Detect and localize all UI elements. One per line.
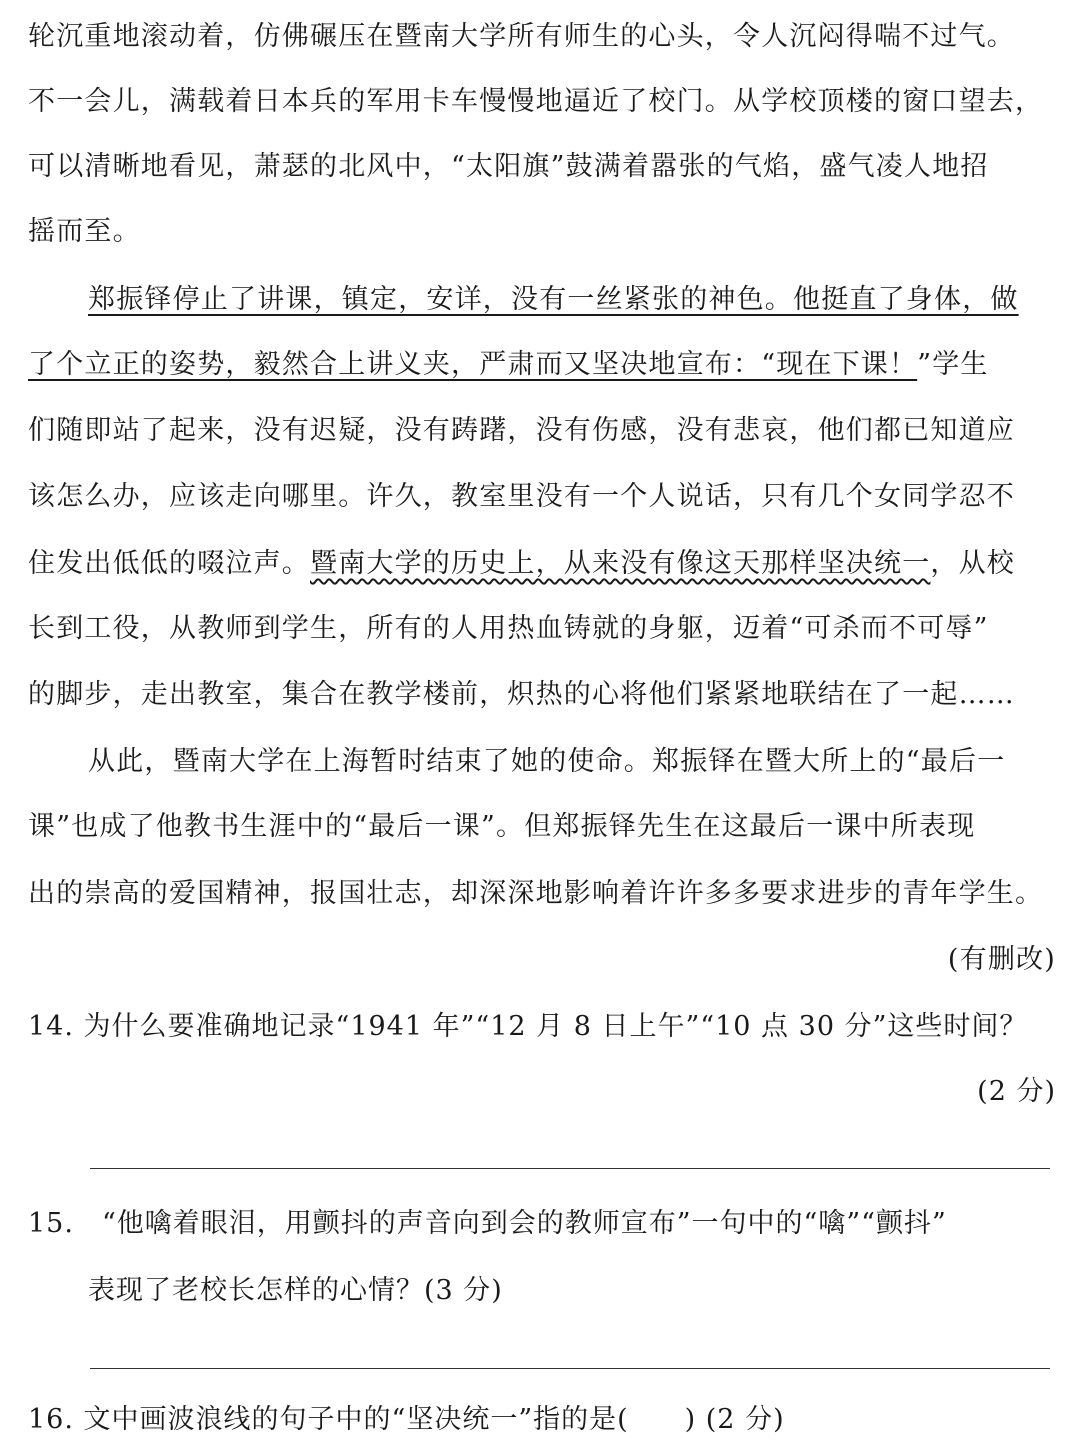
passage-line: 课”也成了他教书生涯中的“最后一课”。但郑振铎先生在这最后一课中所表现 [28,811,976,842]
question-16: 16. 文中画波浪线的句子中的“坚决统一”指的是( ) (2 分) [28,1404,785,1435]
source-note: (有删改) [947,944,1056,975]
passage-line: 摇而至。 [28,216,141,247]
passage-line: 不一会儿，满载着日本兵的军用卡车慢慢地逼近了校门。从学校顶楼的窗口望去， [28,86,1044,117]
answer-line-15[interactable] [90,1368,1050,1369]
question-14-score: (2 分) [977,1076,1056,1107]
passage-line: 的脚步，走出教室，集合在教学楼前，炽热的心将他们紧紧地联结在了一起…… [28,679,1015,710]
question-15-cont: 表现了老校长怎样的心情？(3 分) [88,1275,503,1306]
underlined-sentence: 郑振铎停止了讲课，镇定，安详，没有一丝紧张的神色。他挺直了身体，做 [88,284,1019,315]
passage-text: 住发出低低的啜泣声。 [28,548,310,579]
passage-line-wavy [28,541,1056,587]
wavy-underlined-sentence: 暨南大学的历史上，从来没有像这天那样坚决统一 [310,548,931,579]
passage-line-underlined [28,342,1056,388]
underlined-sentence: 了个立正的姿势，毅然合上讲义夹，严肃而又坚决地宣布：“现在下课！ [28,349,918,380]
passage-line: 从此，暨南大学在上海暂时结束了她的使命。郑振铎在暨大所上的“最后一 [88,746,1006,777]
passage-line: 可以清晰地看见，萧瑟的北风中，“太阳旗”鼓满着嚣张的气焰，盛气凌人地招 [28,151,989,182]
passage-text: ，从校 [930,548,1016,579]
question-14: 14. 为什么要准确地记录“1941 年”“12 月 8 日上午”“10 点 30 分”这些时间？ [28,1011,1028,1042]
passage-text: ”学生 [917,349,989,380]
question-15: 15. “他噙着眼泪，用颤抖的声音向到会的教师宣布”一句中的“噙”“颤抖” [28,1208,947,1239]
passage-line: 该怎么办，应该走向哪里。许久，教室里没有一个人说话，只有几个女同学忍不 [28,481,1015,512]
passage-line: 长到工役，从教师到学生，所有的人用热血铸就的身躯，迈着“可杀而不可辱” [28,613,989,644]
passage-line: 轮沉重地滚动着，仿佛碾压在暨南大学所有师生的心头，令人沉闷得喘不过气。 [28,21,1015,52]
passage-line: 们随即站了起来，没有迟疑，没有踌躇，没有伤感，没有悲哀，他们都已知道应 [28,415,1015,446]
passage-line: 出的崇高的爱国精神，报国壮志，却深深地影响着许许多多要求进步的青年学生。 [28,878,1044,909]
answer-line-14[interactable] [90,1168,1050,1169]
passage-line-underlined [88,277,1056,323]
